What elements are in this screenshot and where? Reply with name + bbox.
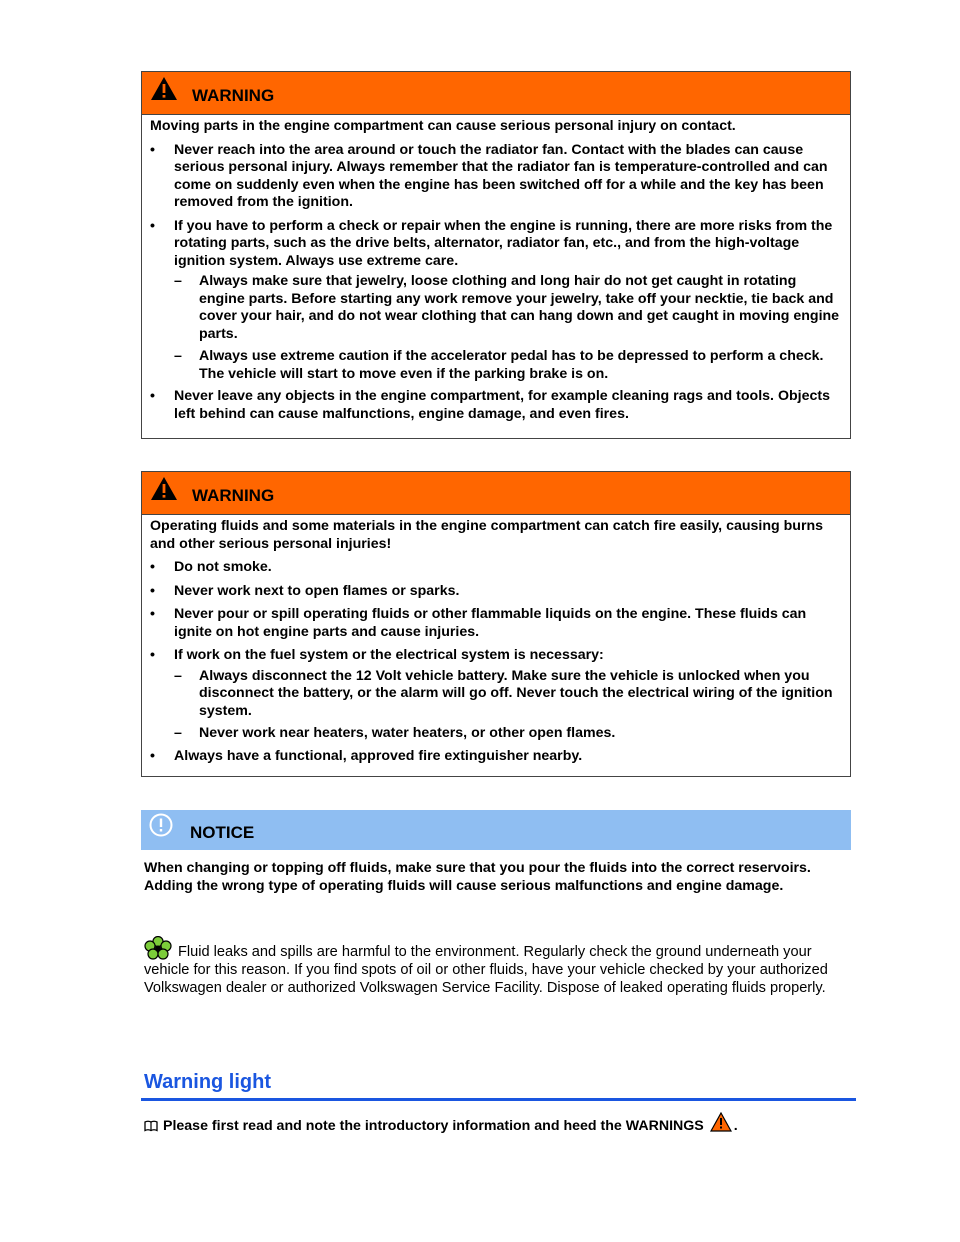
section-divider	[141, 1098, 856, 1101]
warning-box-moving-parts	[141, 71, 851, 439]
warning-title: WARNING	[192, 86, 275, 105]
readme-text: Please first read and note the introductory information and heed the WARNINGS	[163, 1118, 704, 1134]
warning-triangle-icon	[150, 76, 178, 101]
warning-body	[142, 115, 850, 435]
readme-line	[144, 1116, 738, 1136]
environment-text: Fluid leaks and spills are harmful to the environment. Regularly check the ground underneath your vehicle for this reason. If you find spots of oil or other fluids, have your vehicle checked by your authorized Volkswagen dealer or authorized Volkswagen Service Facility. Dispose of leaked operating fluids properly.	[144, 944, 828, 996]
warning-title: WARNING	[192, 486, 275, 505]
warning-header	[142, 472, 850, 515]
bullet-item: • Never reach into the area around or touch the radiator fan. Contact with the blades can cause serious personal injury. Always remember that the radiator fan is temperature-controlled and can come on suddenly even when the engine has been switched off for a while and the key has been removed from the ignition.	[150, 141, 828, 210]
bullet-item: • Never pour or spill operating fluids or other flammable liquids on the engine. These fluids can ignite on hot engine parts and cause injuries.	[150, 606, 807, 640]
warning-intro: Operating fluids and some materials in the engine compartment can catch fire easily, causing burns and other serious personal injuries!	[150, 518, 824, 552]
bullet-item: • Do not smoke.	[150, 559, 272, 575]
notice-exclamation-icon	[149, 813, 173, 837]
readme-period: .	[733, 1118, 738, 1134]
environment-flower-icon	[144, 936, 172, 960]
warning-box-fire	[141, 471, 851, 777]
sub-item: – Always disconnect the 12 Volt vehicle battery. Make sure the vehicle is unlocked when you disconnect the battery, or the alarm will go off. Never touch the electrical wiring of the ignition system.	[174, 667, 833, 719]
sub-item: – Never work near heaters, water heaters, or other open flames.	[174, 725, 616, 741]
bullet-item: • If work on the fuel system or the electrical system is necessary:	[150, 647, 604, 663]
warning-intro: Moving parts in the engine compartment can cause serious personal injury on contact.	[150, 118, 736, 134]
notice-header	[141, 810, 851, 850]
warning-triangle-icon	[150, 476, 178, 501]
bullet-item: • Always have a functional, approved fire extinguisher nearby.	[150, 747, 583, 764]
book-icon	[144, 1120, 158, 1132]
warning-header	[142, 72, 850, 115]
section-title: Warning light	[144, 1071, 272, 1093]
bullet-item: • Never work next to open flames or sparks.	[150, 582, 460, 599]
sub-item: – Always use extreme caution if the accelerator pedal has to be depressed to perform a check. The vehicle will start to move even if the parking brake is on.	[174, 348, 824, 382]
sub-item: – Always make sure that jewelry, loose clothing and long hair do not get caught in rotating engine parts. Before starting any work remove your jewelry, take off your necktie, tie back and cover your hair, and do not wear clothing that can hang down and get caught in moving engine parts.	[174, 273, 840, 342]
notice-text: When changing or topping off fluids, make sure that you pour the fluids into the correct reservoirs. Adding the wrong type of operating fluids will cause serious malfunctions and engine damage.	[144, 860, 811, 894]
warning-body	[142, 515, 850, 777]
environment-note	[144, 936, 856, 997]
bullet-item: • Never leave any objects in the engine compartment, for example cleaning rags and tools. Objects left behind can cause malfunctions, engine damage, and even fires.	[150, 388, 830, 422]
notice-title: NOTICE	[190, 823, 255, 842]
warning-triangle-icon	[710, 1112, 732, 1132]
bullet-item: • If you have to perform a check or repair when the engine is running, there are more risks from the rotating parts, such as the drive belts, alternator, radiator fan, etc., and from the high-voltage ignition system. Always use extreme care.	[150, 217, 833, 269]
